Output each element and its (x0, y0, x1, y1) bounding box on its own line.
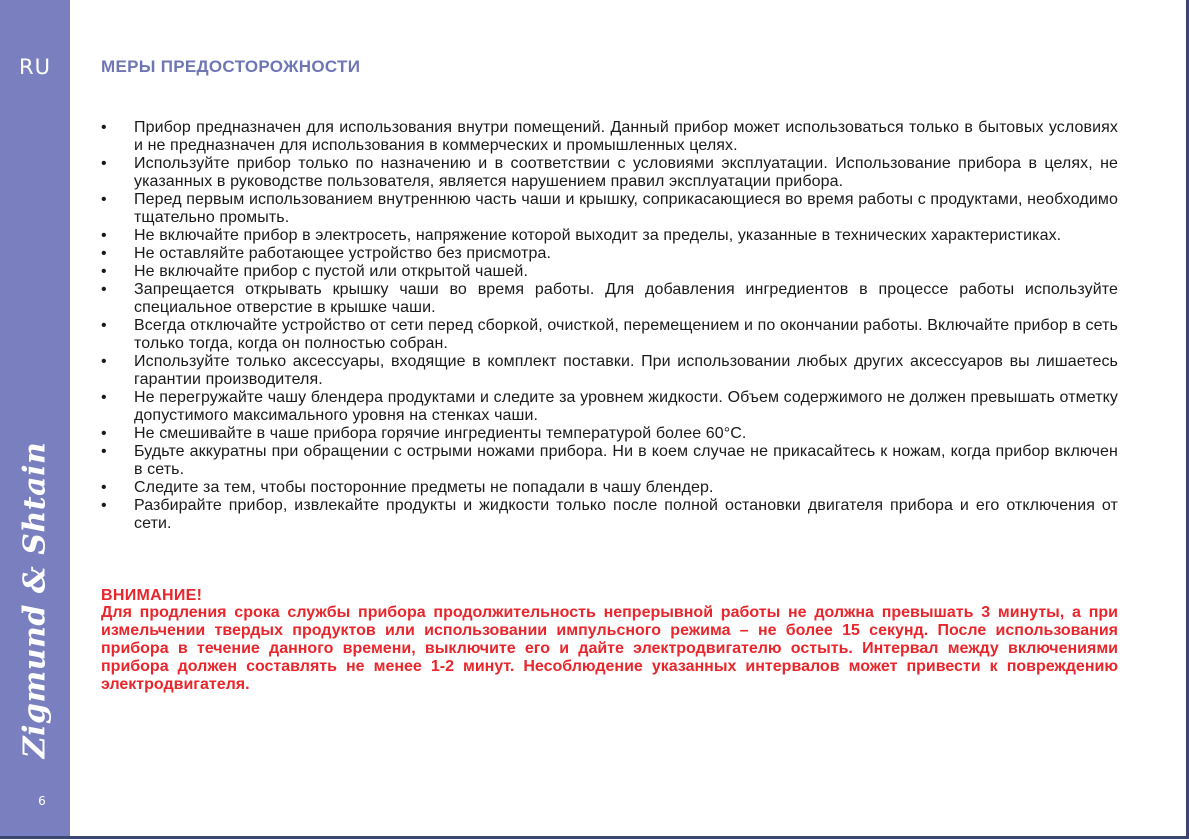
list-item-text: Не включайте прибор с пустой или открытой чашей. (134, 263, 529, 280)
bullet-icon: • (101, 443, 107, 460)
list-item-text: Не перегружайте чашу блендера продуктами и следите за уровнем жидкости. Объем содержимого не должен превышать отметку допустимого максимального уровня на стенках чаши. (134, 389, 1118, 424)
list-item (101, 425, 1118, 443)
list-item-text: Используйте прибор только по назначению и в соответствии с условиями эксплуатации. Использование прибора в целях, не указанных в руководстве пользователя, является нарушением правил эксплуатации прибора. (134, 155, 1118, 190)
bullet-icon: • (101, 389, 107, 406)
list-item-text: Запрещается открывать крышку чаши во время работы. Для добавления ингредиентов в процессе работы используйте специальное отверстие в крышке чаши. (134, 281, 1118, 316)
bullet-icon: • (101, 119, 107, 136)
list-item-text: Будьте аккуратны при обращении с острыми ножами прибора. Ни в коем случае не прикасайтесь к ножам, когда прибор включен в сеть. (134, 443, 1118, 478)
brand-logo: Zigmund & Shtain (17, 441, 53, 759)
bullet-icon: • (101, 317, 107, 334)
list-item (101, 191, 1118, 227)
bullet-icon: • (101, 191, 107, 208)
page-title: МЕРЫ ПРЕДОСТОРОЖНОСТИ (101, 57, 361, 76)
list-item (101, 245, 1118, 263)
list-item-text: Не включайте прибор в электросеть, напряжение которой выходит за пределы, указанные в технических характеристиках. (134, 227, 1062, 244)
page-number: 6 (38, 794, 46, 808)
bullet-icon: • (101, 353, 107, 370)
list-item (101, 479, 1118, 497)
list-item (101, 263, 1118, 281)
list-item-text: Не смешивайте в чаше прибора горячие ингредиенты температурой более 60°С. (134, 425, 747, 442)
bullet-icon: • (101, 497, 107, 514)
list-item (101, 119, 1118, 155)
bullet-icon: • (101, 245, 107, 262)
list-item (101, 389, 1118, 425)
bullet-icon: • (101, 227, 107, 244)
sidebar (0, 0, 70, 839)
list-item-text: Всегда отключайте устройство от сети перед сборкой, очисткой, перемещением и по окончании работы. Включайте прибор в сеть только тогда, когда он полностью собран. (134, 317, 1118, 352)
language-label: RU (19, 55, 51, 79)
bullet-icon: • (101, 425, 107, 442)
list-item-text: Прибор предназначен для использования внутри помещений. Данный прибор может использоваться только в бытовых условиях и не предназначен для использования в коммерческих и промышленных целях. (134, 119, 1118, 154)
list-item (101, 353, 1118, 389)
list-item (101, 497, 1118, 533)
bullet-icon: • (101, 263, 107, 280)
list-item (101, 281, 1118, 317)
bullet-icon: • (101, 479, 107, 496)
list-item-text: Перед первым использованием внутреннюю часть чаши и крышку, соприкасающиеся во время работы с продуктами, необходимо тщательно промыть. (134, 191, 1118, 226)
warning-title: ВНИМАНИЕ! (101, 587, 203, 604)
bullet-icon: • (101, 155, 107, 172)
list-item (101, 317, 1118, 353)
list-item-text: Разбирайте прибор, извлекайте продукты и жидкости только после полной остановки двигателя прибора и его отключения от сети. (134, 497, 1118, 532)
list-item (101, 155, 1118, 191)
list-item (101, 227, 1118, 245)
list-item (101, 443, 1118, 479)
precautions-list (101, 119, 1118, 533)
list-item-text: Используйте только аксессуары, входящие в комплект поставки. При использовании любых других аксессуаров вы лишаетесь гарантии производителя. (134, 353, 1118, 388)
list-item-text: Следите за тем, чтобы посторонние предметы не попадали в чашу блендер. (134, 479, 714, 496)
warning-text: Для продления срока службы прибора продолжительность непрерывной работы не должна превышать 3 минуты, а при измельчении твердых продуктов или использовании импульсного режима – не более 15 секунд. После использования прибора в течение данного времени, выключите его и дайте электродвигателю остыть. Интервал между включениями прибора должен составлять не менее 1-2 минут. Несоблюдение указанных интервалов может привести к повреждению электродвигателя. (101, 604, 1118, 693)
list-item-text: Не оставляйте работающее устройство без присмотра. (134, 245, 551, 262)
bullet-icon: • (101, 281, 107, 298)
